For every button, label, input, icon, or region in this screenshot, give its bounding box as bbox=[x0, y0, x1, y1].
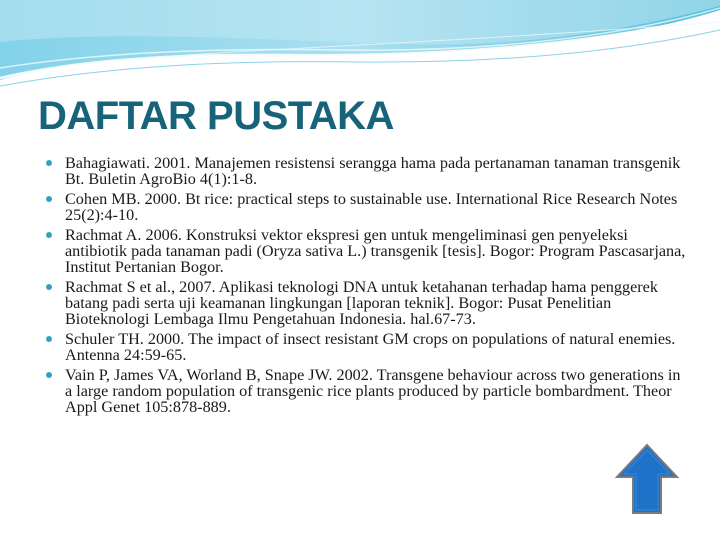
list-item bbox=[46, 331, 686, 363]
reference-text: Bahagiawati. 2001. Manajemen resistensi serangga hama pada pertanaman tanaman transgenik Bt. Buletin AgroBio 4(1):1-8. bbox=[65, 154, 681, 188]
list-item bbox=[46, 155, 686, 187]
list-item bbox=[46, 191, 686, 223]
reference-text: Schuler TH. 2000. The impact of insect resistant GM crops on populations of natural enemies. Antenna 24:59-65. bbox=[65, 330, 676, 364]
reference-text: Vain P, James VA, Worland B, Snape JW. 2002. Transgene behaviour across two generations in a large random population of transgenic rice plants produced by particle bombardment. Theor Appl Genet 105:878-889. bbox=[65, 366, 681, 416]
bullet-icon bbox=[46, 336, 52, 342]
bullet-icon bbox=[46, 196, 52, 202]
bullet-icon bbox=[46, 232, 52, 238]
header-wave-decoration bbox=[0, 0, 720, 90]
reference-list bbox=[46, 155, 686, 419]
bullet-icon bbox=[46, 160, 52, 166]
list-item bbox=[46, 227, 686, 275]
bullet-icon bbox=[46, 284, 52, 290]
reference-text: Cohen MB. 2000. Bt rice: practical steps to sustainable use. International Rice Research Notes 25(2):4-10. bbox=[65, 190, 678, 224]
bullet-icon bbox=[46, 372, 52, 378]
reference-text: Rachmat S et al., 2007. Aplikasi teknologi DNA untuk ketahanan terhadap hama penggerek batang padi serta uji keamanan lingkungan [laporan teknik]. Bogor: Pusat Penelitian Bioteknologi Lembaga Ilmu Pengetahuan Indonesia. hal.67-73. bbox=[65, 278, 658, 328]
list-item bbox=[46, 367, 686, 415]
page-title: DAFTAR PUSTAKA bbox=[38, 94, 394, 138]
list-item bbox=[46, 279, 686, 327]
reference-text: Rachmat A. 2006. Konstruksi vektor ekspresi gen untuk mengeliminasi gen penyeleksi antibiotik pada tanaman padi (Oryza sativa L.) transgenik [tesis]. Bogor: Program Pascasarjana, Institut Pertanian Bogor. bbox=[65, 226, 686, 276]
up-arrow-icon[interactable] bbox=[614, 442, 680, 516]
